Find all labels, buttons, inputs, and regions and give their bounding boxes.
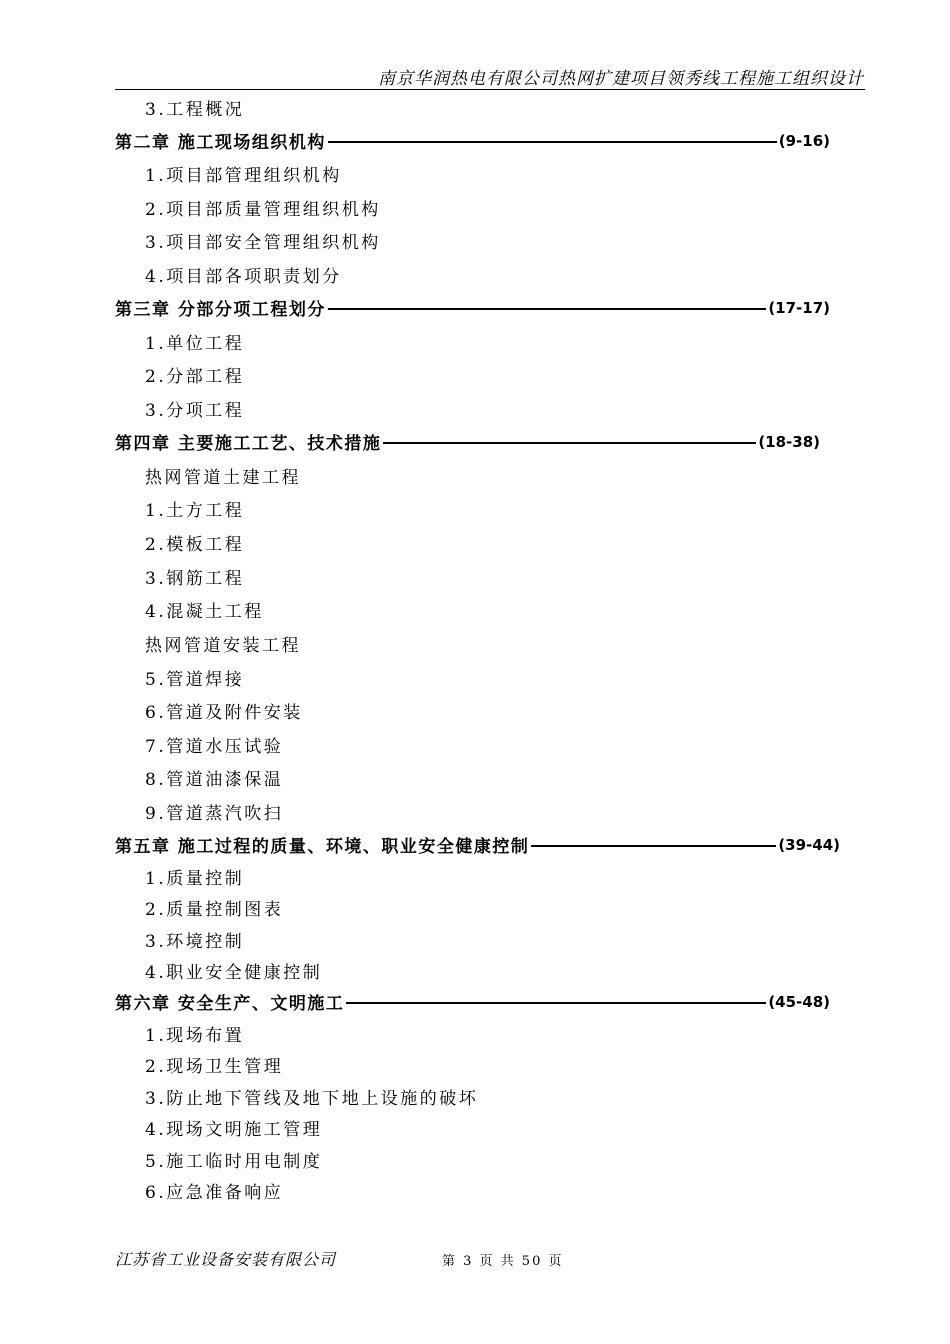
toc-section-entry: 1.土方工程 bbox=[145, 501, 245, 521]
toc-chapter-entry bbox=[115, 295, 830, 320]
header-divider bbox=[115, 89, 865, 90]
toc-section-entry: 4.混凝土工程 bbox=[145, 602, 264, 622]
toc-chapter-entry bbox=[115, 128, 830, 153]
footer-company-name: 江苏省工业设备安装有限公司 bbox=[115, 1250, 337, 1269]
dot-leader bbox=[346, 1002, 766, 1004]
toc-section-entry: 1.单位工程 bbox=[145, 334, 245, 354]
toc-section-entry: 9.管道蒸汽吹扫 bbox=[145, 804, 284, 824]
dot-leader bbox=[531, 845, 776, 847]
dot-leader bbox=[383, 442, 756, 444]
dot-leader bbox=[328, 141, 777, 143]
toc-section-entry: 2.分部工程 bbox=[145, 367, 245, 387]
chapter-page-range: (17-17) bbox=[768, 298, 830, 317]
toc-section-entry: 6.管道及附件安装 bbox=[145, 703, 303, 723]
toc-section-entry: 1.质量控制 bbox=[145, 869, 245, 889]
chapter-title: 第四章 主要施工工艺、技术措施 bbox=[115, 434, 382, 454]
toc-section-entry: 3.工程概况 bbox=[145, 100, 245, 120]
toc-section-entry: 3.防止地下管线及地下地上设施的破坏 bbox=[145, 1089, 479, 1109]
chapter-page-range: (18-38) bbox=[758, 432, 820, 451]
toc-chapter-entry bbox=[115, 832, 840, 857]
toc-section-entry: 5.管道焊接 bbox=[145, 670, 245, 690]
toc-section-entry: 热网管道安装工程 bbox=[145, 636, 301, 656]
toc-chapter-entry bbox=[115, 429, 820, 454]
footer-page-number: 第 3 页 共 50 页 bbox=[442, 1254, 564, 1269]
dot-leader bbox=[328, 308, 766, 310]
chapter-page-range: (45-48) bbox=[768, 992, 830, 1011]
toc-section-entry: 2.质量控制图表 bbox=[145, 900, 284, 920]
toc-section-entry: 3.环境控制 bbox=[145, 932, 245, 952]
toc-section-entry: 1.现场布置 bbox=[145, 1026, 245, 1046]
toc-section-entry: 5.施工临时用电制度 bbox=[145, 1152, 323, 1172]
chapter-title: 第三章 分部分项工程划分 bbox=[115, 300, 326, 320]
toc-chapter-entry bbox=[115, 989, 830, 1014]
toc-section-entry: 3.项目部安全管理组织机构 bbox=[145, 233, 381, 253]
toc-section-entry: 6.应急准备响应 bbox=[145, 1183, 284, 1203]
chapter-title: 第五章 施工过程的质量、环境、职业安全健康控制 bbox=[115, 837, 530, 857]
toc-section-entry: 1.项目部管理组织机构 bbox=[145, 166, 342, 186]
toc-section-entry: 7.管道水压试验 bbox=[145, 737, 284, 757]
toc-section-entry: 3.钢筋工程 bbox=[145, 569, 245, 589]
toc-section-entry: 4.现场文明施工管理 bbox=[145, 1120, 323, 1140]
chapter-title: 第二章 施工现场组织机构 bbox=[115, 133, 326, 153]
toc-section-entry: 热网管道土建工程 bbox=[145, 468, 301, 488]
toc-section-entry: 8.管道油漆保温 bbox=[145, 770, 284, 790]
toc-section-entry: 2.项目部质量管理组织机构 bbox=[145, 200, 381, 220]
toc-section-entry: 4.项目部各项职责划分 bbox=[145, 267, 342, 287]
document-header-title: 南京华润热电有限公司热网扩建项目领秀线工程施工组织设计 bbox=[378, 69, 864, 89]
toc-section-entry: 2.模板工程 bbox=[145, 535, 245, 555]
toc-section-entry: 4.职业安全健康控制 bbox=[145, 963, 323, 983]
toc-section-entry: 2.现场卫生管理 bbox=[145, 1057, 284, 1077]
toc-section-entry: 3.分项工程 bbox=[145, 401, 245, 421]
chapter-page-range: (39-44) bbox=[778, 835, 840, 854]
chapter-title: 第六章 安全生产、文明施工 bbox=[115, 994, 345, 1014]
chapter-page-range: (9-16) bbox=[778, 131, 830, 150]
